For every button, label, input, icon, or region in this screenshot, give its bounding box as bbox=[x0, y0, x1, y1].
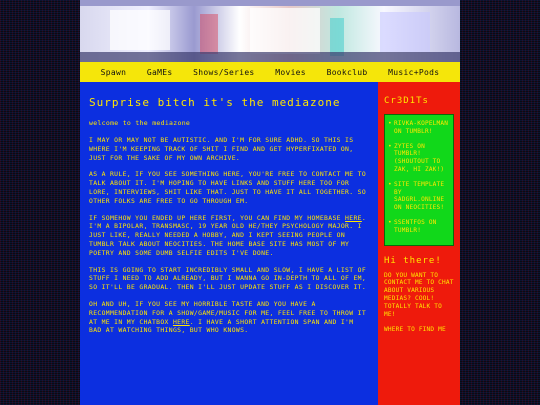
contact-text: DO YOU WANT TO CONTACT ME TO CHAT ABOUT VARIOUS MEDIAS? COOL! TOTALLY TALK TO ME! bbox=[384, 271, 454, 318]
banner-glitch-streak bbox=[80, 52, 460, 62]
nav-music-pods[interactable]: Music+Pods bbox=[388, 67, 440, 77]
chatbox-link[interactable]: HERE bbox=[172, 317, 190, 326]
main-content bbox=[80, 82, 378, 405]
credits-box bbox=[384, 114, 454, 246]
banner-glitch-streak bbox=[250, 8, 320, 54]
homebase-text-before: IF SOMEHOW YOU ENDED UP HERE FIRST, YOU CAN FIND MY HOMEBASE bbox=[89, 213, 346, 222]
credit-item[interactable]: • SITE TEMPLATE BY SADGRL.ONLINE ON NEOCITIES! bbox=[388, 181, 450, 212]
banner-glitch-streak bbox=[80, 0, 460, 6]
banner-glitch-streak bbox=[330, 18, 344, 56]
page-title: Surprise bitch it's the mediazone bbox=[89, 96, 341, 109]
header-banner bbox=[80, 0, 460, 62]
homebase-text-after: . I'M A BIPOLAR, TRANSMASC, 19 YEAR OLD HE/THEY PSYCHOLOGY MAJOR. I JUST LIKE, REALLY NEEDED A HOBBY, AND I KEPT SEEING PEOPLE ON TUMBLR TALK ABOUT NEOCITIES. THE HOME BASE SITE HAS MOST OF MY POETRY AND SOME DUMB SELFIE EDITS I'VE DONE. bbox=[89, 213, 367, 257]
plans-paragraph: THIS IS GOING TO START INCREDIBLY SMALL AND SLOW, I HAVE A LIST OF STUFF I NEED TO ADD ALREADY, BUT I WANNA GO IN-DEPTH TO ALL OF EM, SO IT'LL BE GRADUAL. THEN I'LL JUST UPDATE STUFF AS I DISCOVER IT. bbox=[89, 265, 367, 292]
recommendation-paragraph bbox=[89, 300, 369, 335]
credits-title: Cr3D1Ts bbox=[384, 96, 429, 106]
credit-item[interactable]: • RIVKA-KOPELMAN ON TUMBLR! bbox=[388, 120, 450, 136]
recommendation-text-before: OH AND UH, IF YOU SEE MY HORRIBLE TASTE AND YOU HAVE A RECOMMENDATION FOR A SHOW/GAME/MUSIC FOR ME, FEEL FREE TO THROW IT AT ME IN MY CHATBOX bbox=[89, 299, 367, 326]
nav-spawn[interactable]: Spawn bbox=[100, 67, 127, 77]
homebase-link[interactable]: HERE bbox=[345, 213, 362, 222]
nav-movies[interactable]: Movies bbox=[275, 67, 306, 77]
top-nav bbox=[80, 62, 460, 82]
recommendation-text-after: . I HAVE A SHORT ATTENTION SPAN AND I'M BAD AT WATCHING THINGS, BUT WHO KNOWS. bbox=[89, 317, 354, 335]
sidebar bbox=[378, 82, 460, 405]
homebase-paragraph bbox=[89, 214, 369, 258]
where-to-find-me: WHERE TO FIND ME bbox=[384, 326, 446, 334]
credit-item[interactable]: • ZYTES ON TUMBLR! (SHOUTOUT TO ZAK, HI ZAK!) bbox=[388, 143, 450, 174]
rules-paragraph: AS A RULE, IF YOU SEE SOMETHING HERE, YOU'RE FREE TO CONTACT ME TO TALK ABOUT IT. I'M HOPING TO HAVE LINKS AND STUFF HERE TOO FOR LORE, INTERVIEWS, SHIT LIKE THAT. JUST TO HAVE IT ALL TOGETHER. SO OTHER FOLKS ARE FREE TO GO THROUGH EM. bbox=[89, 170, 367, 205]
banner-glitch-streak bbox=[200, 14, 218, 54]
credits-list bbox=[388, 120, 450, 235]
welcome-text: welcome to the mediazone bbox=[89, 119, 191, 127]
nav-bookclub[interactable]: Bookclub bbox=[326, 67, 368, 77]
banner-glitch-streak bbox=[380, 12, 430, 52]
banner-glitch-streak bbox=[110, 10, 170, 50]
nav-games[interactable]: GaMEs bbox=[146, 67, 173, 77]
hi-there-title: Hi there! bbox=[384, 255, 442, 266]
intro-paragraph: I MAY OR MAY NOT BE AUTISTIC. AND I'M FOR SURE ADHD. SO THIS IS WHERE I'M KEEPING TRACK OF SHIT I FIND AND GET HYPERFIXATED ON, JUST FOR THE SAKE OF MY OWN ARCHIVE. bbox=[89, 136, 354, 162]
credit-item[interactable]: • SSENTFOS ON TUMBLR! bbox=[388, 219, 450, 235]
nav-shows-series[interactable]: Shows/Series bbox=[193, 67, 255, 77]
